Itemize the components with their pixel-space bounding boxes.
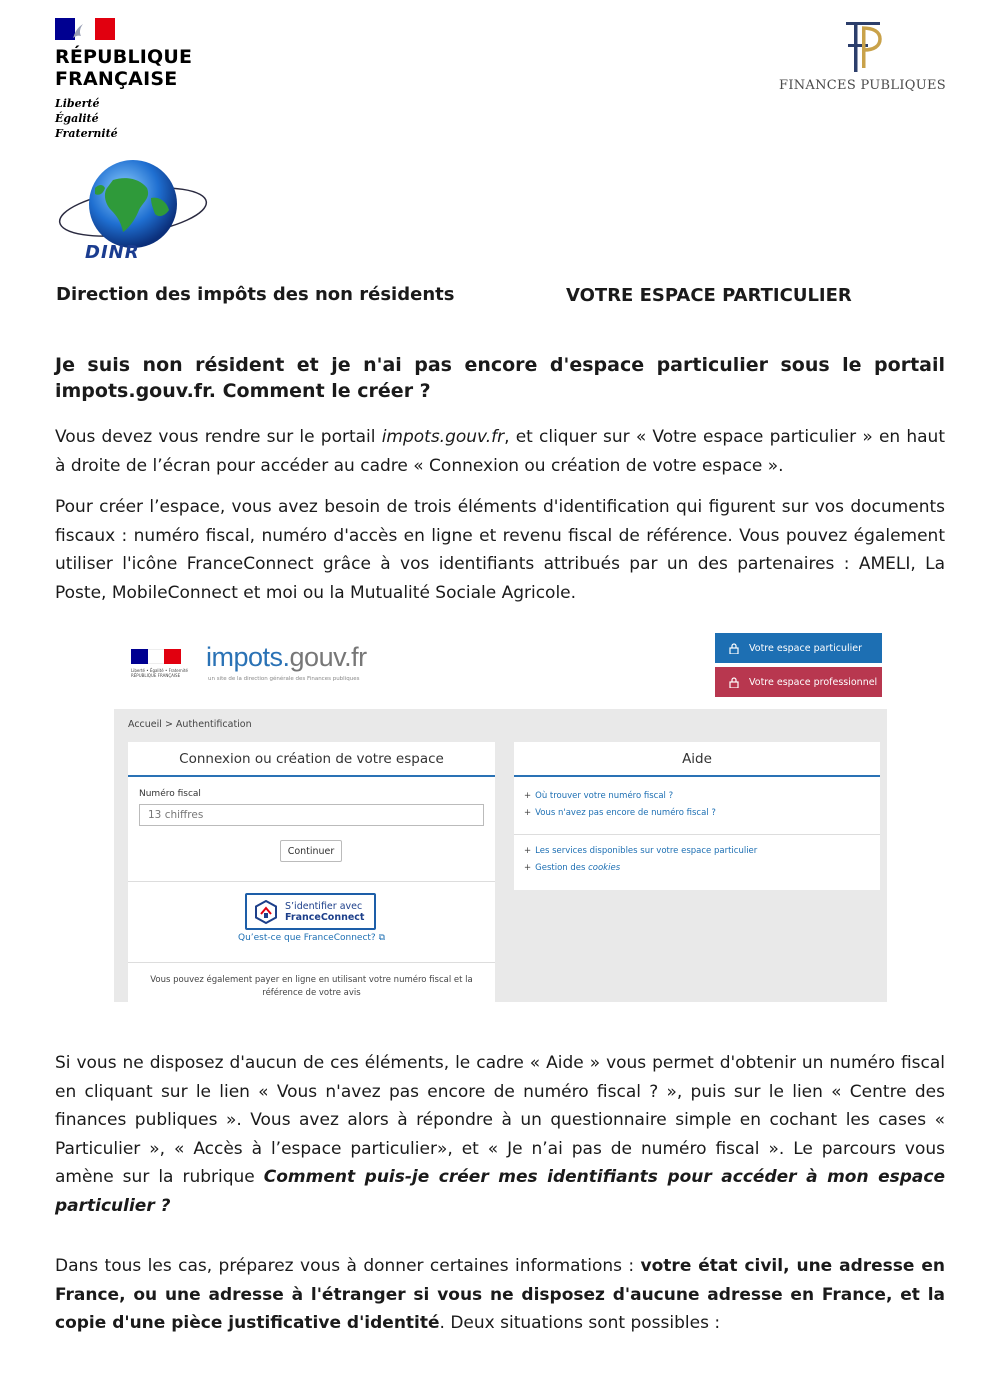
paragraph-portal xyxy=(55,423,945,480)
p1-portal-name: impots.gouv.fr xyxy=(381,427,505,447)
numero-fiscal-label: Numéro fiscal xyxy=(139,789,201,799)
p4-required-info: votre état civil, une adresse en France, ou une adresse à l'étranger si vous ne disposez d'aucune adresse en France, et la copie d'une pièce justificative d'identité xyxy=(55,1256,945,1333)
aide-link-no-number-label: Vous n'avez pas encore de numéro fiscal ? xyxy=(535,808,716,818)
paragraph-identifiers: Pour créer l’espace, vous avez besoin de trois éléments d'identification qui figurent sur vos documents fiscaux : numéro fiscal, numéro d'accès en ligne et revenu fiscal de référence. Vous pouvez également utiliser l'icône FranceConnect grâce à vos identifiants attribués par un des partenaires : AMELI, La Poste, MobileConnect et moi ou la Mutualité Sociale Agricole. xyxy=(55,497,945,603)
aide-panel-title: Aide xyxy=(514,742,880,777)
espace-particulier-button[interactable] xyxy=(715,633,882,663)
espace-particulier-title: VOTRE ESPACE PARTICULIER xyxy=(566,285,852,306)
espace-professionnel-label: Votre espace professionnel xyxy=(749,676,878,688)
paragraph-informations xyxy=(55,1252,945,1338)
direction-title: Direction des impôts des non résidents xyxy=(56,284,455,305)
question-heading: Je suis non résident et je n'ai pas encore d'espace particulier sous le portail impots.gouv.fr. Comment le créer ? xyxy=(55,354,945,402)
p4-text-c: . Deux situations sont possibles : xyxy=(439,1313,721,1333)
aide-link-services-label: Les services disponibles sur votre espace particulier xyxy=(535,846,758,856)
brand-part-b: gouv.fr xyxy=(289,642,367,672)
portal-body xyxy=(114,709,887,1002)
franceconnect-info-link[interactable]: Qu’est-ce que FranceConnect? ⧉ xyxy=(237,933,386,943)
rf-motto-egalite: Égalité xyxy=(55,112,99,125)
rf-title-line2: FRANÇAISE xyxy=(55,68,178,90)
aide-link-where-number[interactable]: + Où trouver votre numéro fiscal ? xyxy=(524,791,674,801)
impots-portal-screenshot xyxy=(114,628,887,1002)
lock-icon xyxy=(729,643,739,654)
pay-online-note: Vous pouvez également payer en ligne en utilisant votre numéro fiscal et la référence de votre avis xyxy=(150,975,473,998)
aide-link-where-number-label: Où trouver votre numéro fiscal ? xyxy=(535,791,674,801)
divider xyxy=(128,962,495,963)
fc-line1: S’identifier avec xyxy=(285,900,363,912)
fc-line2: FranceConnect xyxy=(285,911,365,923)
republique-francaise-logo xyxy=(55,18,215,141)
divider xyxy=(514,834,880,835)
breadcrumb[interactable]: Accueil > Authentification xyxy=(128,719,252,730)
rf-motto-fraternite: Fraternité xyxy=(55,127,118,140)
brand-part-a: impots. xyxy=(206,642,290,672)
numero-fiscal-input[interactable]: 13 chiffres xyxy=(139,804,484,826)
marianne-flag-icon xyxy=(55,18,115,40)
impots-brand xyxy=(206,642,367,673)
p4-text-a: Dans tous les cas, préparez vous à donner certaines informations : xyxy=(55,1256,641,1276)
lock-icon xyxy=(729,677,739,688)
small-marianne-icon xyxy=(131,649,181,664)
dinr-logo xyxy=(55,158,215,268)
aide-link-no-number[interactable]: + Vous n'avez pas encore de numéro fiscal ? xyxy=(524,808,716,818)
aide-link-cookies[interactable]: + Gestion des cookies xyxy=(524,863,621,873)
fp-label: FINANCES PUBLIQUES xyxy=(779,78,946,93)
rf-motto-liberte: Liberté xyxy=(55,97,100,110)
fp-monogram-icon xyxy=(840,18,886,74)
aide-link-services[interactable]: + Les services disponibles sur votre espace particulier xyxy=(524,846,758,856)
espace-particulier-label: Votre espace particulier xyxy=(749,642,862,654)
aide-link-cookies-word: cookies xyxy=(588,863,621,873)
dinr-label: DINR xyxy=(85,242,140,263)
p1-text-b: , et cliquer sur « Votre espace particulier » en haut à droite de l’écran pour accéder au cadre « Connexion ou création de votre espace ». xyxy=(55,427,946,476)
login-panel-title: Connexion ou création de votre espace xyxy=(128,742,495,777)
divider xyxy=(128,881,495,882)
rf-title-line1: RÉPUBLIQUE xyxy=(55,46,193,68)
aide-link-cookies-label: Gestion des xyxy=(535,863,589,873)
small-rf-label: Liberté • Égalité • Fraternité RÉPUBLIQUE FRANÇAISE xyxy=(131,668,188,678)
espace-professionnel-button[interactable] xyxy=(715,667,882,697)
continue-button[interactable]: Continuer xyxy=(280,840,342,862)
paragraph-aide xyxy=(55,1049,945,1220)
finances-publiques-logo xyxy=(775,18,950,93)
franceconnect-icon xyxy=(255,900,277,924)
impots-brand-sub: un site de la direction générale des Finances publiques xyxy=(208,676,360,682)
franceconnect-button[interactable] xyxy=(245,893,376,930)
p1-text-a: Vous devez vous rendre sur le portail xyxy=(55,427,382,447)
aide-panel xyxy=(514,742,880,890)
p3-rubrique-title: Comment puis-je créer mes identifiants pour accéder à mon espace particulier ? xyxy=(55,1167,945,1216)
login-panel xyxy=(128,742,495,1002)
p3-text-a: Si vous ne disposez d'aucun de ces éléments, le cadre « Aide » vous permet d'obtenir un numéro fiscal en cliquant sur le lien « Vous n'avez pas encore de numéro fiscal ? », puis sur le lien « Centre des finances publiques ». Vous avez alors à répondre à un questionnaire simple en cochant les cases « Particulier », « Accès à l’espace particulier», et « Je n’ai pas de numéro fiscal ». Le parcours vous amène sur la rubrique xyxy=(55,1053,945,1187)
